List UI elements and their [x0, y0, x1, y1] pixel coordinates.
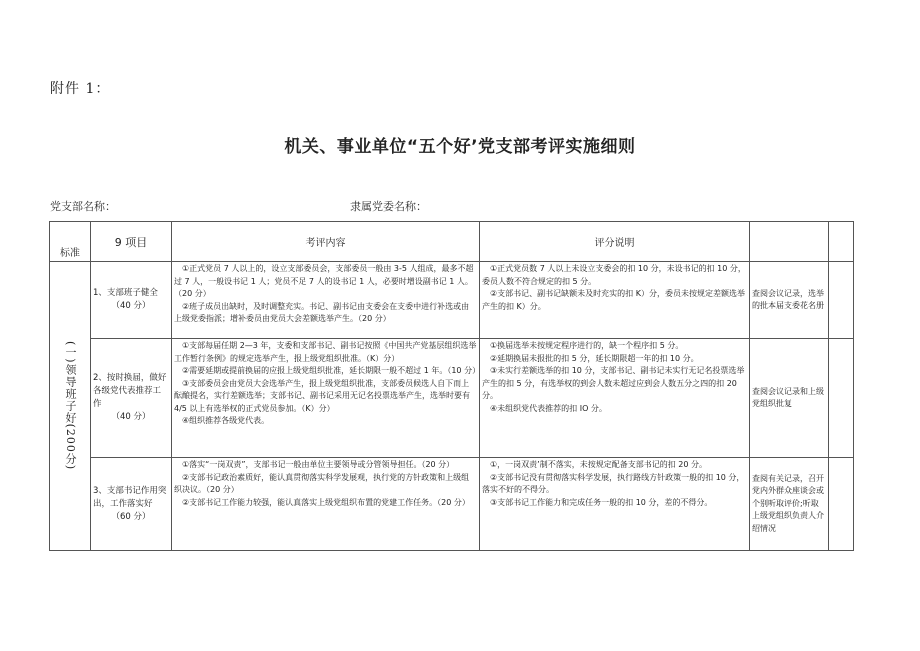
item-cell — [91, 458, 172, 551]
content-cell — [172, 339, 480, 458]
content-line: ③支部委员会由党员大会选举产生，报上级党组织批准，支部委员候选人自下而上酝酿提名，实行差额选举；支部书记、副书记采用无记名投票选举产生，选举时要有 4/5 以上有选举权的正式党员参加。（K）分） — [174, 378, 470, 413]
category-label: (一)领导班子好(200分) — [64, 341, 77, 471]
item-cell — [91, 262, 172, 339]
table-row — [50, 458, 854, 551]
scoring-line: ①，一岗双责’制不落实，未按规定配备支部书记的扣 20 分。 — [490, 460, 707, 469]
header-extra — [829, 222, 854, 262]
method-cell: 查阅会议记录，选举的批本届支委花名册 — [750, 262, 829, 339]
method-cell: 查阅会议记录和上级党组织批复 — [750, 339, 829, 458]
extra-cell — [829, 458, 854, 551]
scoring-line: ③支部书记工作能力和完成任务一般的扣 10 分，差的不得分。 — [490, 497, 713, 507]
scoring-cell — [480, 339, 750, 458]
scoring-line: ④未组织党代表推荐的扣 IO 分。 — [490, 403, 607, 413]
item-score: （40 分） — [111, 412, 151, 422]
header-item: 9 项目 — [91, 222, 172, 262]
extra-cell — [829, 339, 854, 458]
evaluation-table — [49, 221, 854, 551]
header-content: 考评内容 — [172, 222, 480, 262]
content-line: ②支部书记政治素质好，能认真贯彻落实科学发展观，执行党的方针政策和上级组织决议。（20 分） — [174, 472, 470, 494]
extra-cell — [829, 262, 854, 339]
document-title: 机关、事业单位“五个好’党支部考评实施细则 — [284, 137, 636, 157]
content-line: ①支部每届任期 2—3 年，支委和支部书记、副书记按照《中国共产党基层组织选举工作暂行条例》的规定选举产生，报上级党组织批准。（K）分） — [174, 341, 477, 363]
method-cell: 查阅有关记录，召开党内外群众座谈会或个别听取评价;听取上级党组织负责人介绍情况 — [750, 458, 829, 551]
item-title: 1、支部班子健全 — [93, 288, 158, 298]
item-title: 2、按时换届，做好各级党代表推荐工作 — [93, 373, 167, 409]
item-cell — [91, 339, 172, 458]
table-row — [50, 262, 854, 339]
content-cell — [172, 458, 480, 551]
table-row — [50, 339, 854, 458]
parent-committee-field: 隶属党委名称： — [350, 200, 427, 213]
scoring-cell — [480, 458, 750, 551]
header-scoring: 评分说明 — [480, 222, 750, 262]
content-line: ②需要延期或提前换届的应报上级党组织批准，延长期限一般不超过 1 年。（10 分） — [182, 366, 481, 375]
scoring-line: ①换届选举未按规定程序进行的，缺一个程序扣 5 分。 — [490, 341, 684, 350]
content-line: ④组织推荐各级党代表。 — [182, 416, 270, 425]
item-score: （40 分） — [111, 301, 151, 311]
content-line: ②班子成员出缺时，及时调整充实。书记、副书记由支委会在支委中进行补选或由上级党委指派；增补委员由党员大会差额选举产生。（20 分） — [174, 301, 470, 323]
branch-name-field: 党支部名称： — [50, 200, 116, 213]
item-title: 3、支部书记作用突出，工作落实好 — [93, 485, 167, 509]
content-line: ①正式党员 7 人以上的，设立支部委员会，支部委员一般由 3-5 人组成，最多不超过 7 人，一般设书记 1 人；党员不足 7 人的设书记 1 人，必要时增设副书记 1 人。（20 分） — [174, 264, 474, 298]
content-line: ②支部书记工作能力较强，能认真落实上级党组织布置的党建工作任务。（20 分） — [182, 497, 470, 507]
annex-label: 附件 1： — [50, 81, 111, 97]
scoring-line: ①正式党员数 7 人以上未设立支委会的扣 10 分，未设书记的扣 10 分，委员人数不符合规定的扣 5 分。 — [482, 264, 746, 286]
scoring-line: ②支部书记没有贯彻落实科学发展，执行路线方针政策一般的扣 10 分，落实不好的不得分。 — [482, 472, 745, 494]
content-cell — [172, 262, 480, 339]
header-method — [750, 222, 829, 262]
table-header-row — [50, 222, 854, 262]
content-line: ①落实“一岗双责”，支部书记一般由单位主要领导或分管领导担任。（20 分） — [182, 460, 455, 469]
scoring-line: ③未实行差额选举的扣 10 分，支部书记、副书记未实行无记名投票选举产生的扣 5 分，有选举权的到会人数未超过应到会人数五分之四的扣 20 分。 — [482, 366, 745, 400]
header-standard: 标准 — [50, 222, 91, 262]
category-cell — [50, 262, 91, 551]
scoring-line: ②延期换届未报批的扣 5 分，延长期限超一年的扣 10 分。 — [490, 353, 699, 363]
scoring-cell — [480, 262, 750, 339]
scoring-line: ②支部书记、副书记缺额未及时充实的扣 K）分，委员未按规定差额选举产生的扣 K）分。 — [482, 289, 745, 311]
item-score: （60 分） — [111, 511, 151, 522]
